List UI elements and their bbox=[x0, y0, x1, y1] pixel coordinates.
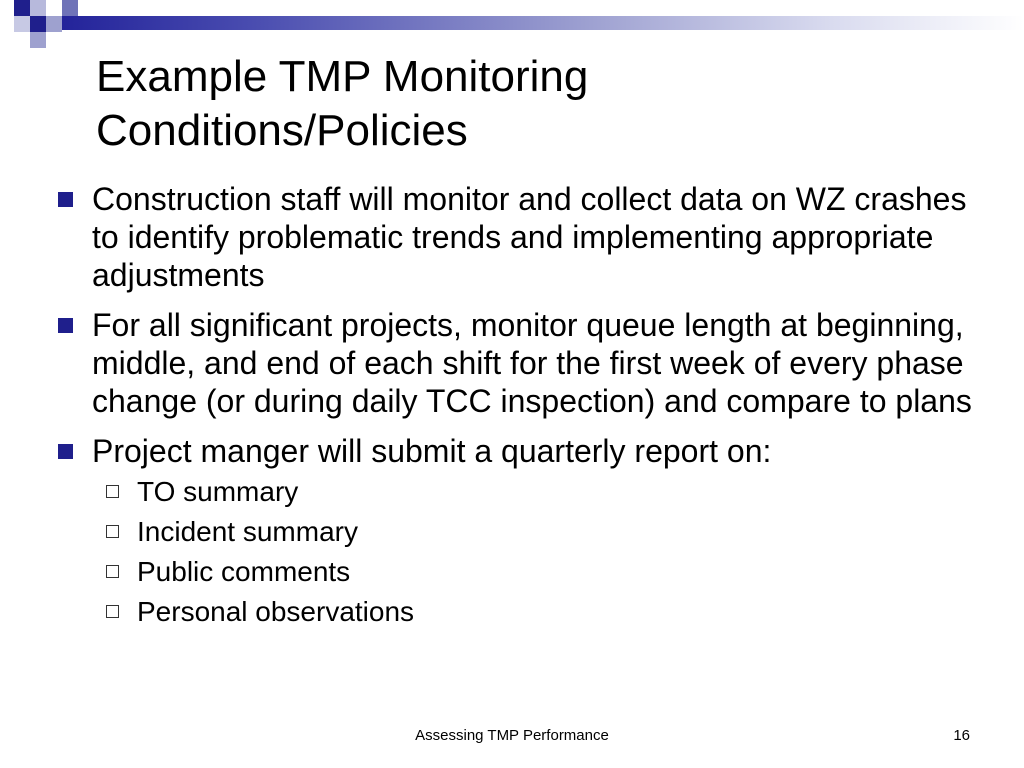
sub-bullet-item bbox=[102, 472, 978, 512]
square-bullet-icon bbox=[58, 444, 73, 459]
decorative-square bbox=[30, 0, 46, 16]
checkbox-outline-icon bbox=[106, 605, 119, 618]
sub-bullet-item bbox=[102, 552, 978, 592]
checkbox-outline-icon bbox=[106, 485, 119, 498]
slide-title-line-1: Example TMP Monitoring bbox=[96, 52, 589, 101]
decorative-square bbox=[46, 16, 62, 32]
slide-number: 16 bbox=[953, 727, 970, 744]
slide-title-line-2: Conditions/Policies bbox=[96, 106, 468, 155]
sub-bullet-text: TO summary bbox=[137, 476, 299, 507]
decorative-square bbox=[30, 32, 46, 48]
sub-bullet-text: Incident summary bbox=[137, 516, 358, 547]
bullet-text: For all significant projects, monitor queue length at beginning, middle, and end of each shift for the first week of every phase change (or during daily TCC inspection) and compare to plans bbox=[92, 307, 972, 419]
sub-bullet-item bbox=[102, 512, 978, 552]
bullet-list bbox=[58, 180, 978, 644]
decorative-square bbox=[46, 0, 62, 16]
decorative-square bbox=[14, 0, 30, 16]
sub-bullet-item bbox=[102, 592, 978, 632]
bullet-item bbox=[58, 432, 978, 632]
bullet-item bbox=[58, 306, 978, 420]
footer-title: Assessing TMP Performance bbox=[415, 727, 609, 744]
sub-bullet-text: Personal observations bbox=[137, 596, 415, 627]
bullet-item bbox=[58, 180, 978, 294]
bullet-text: Project manger will submit a quarterly report on: bbox=[92, 433, 772, 469]
square-bullet-icon bbox=[58, 192, 73, 207]
decorative-square bbox=[30, 16, 46, 32]
decorative-square bbox=[62, 0, 78, 16]
decorative-square bbox=[14, 16, 30, 32]
sub-bullet-text: Public comments bbox=[137, 556, 351, 587]
bullet-text: Construction staff will monitor and collect data on WZ crashes to identify problematic trends and implementing appropriate adjustments bbox=[92, 181, 967, 293]
header-gradient-bar bbox=[62, 16, 1024, 30]
sub-bullet-list bbox=[102, 472, 978, 632]
slide-title bbox=[96, 50, 976, 158]
checkbox-outline-icon bbox=[106, 565, 119, 578]
decorative-square bbox=[14, 32, 30, 48]
square-bullet-icon bbox=[58, 318, 73, 333]
checkbox-outline-icon bbox=[106, 525, 119, 538]
